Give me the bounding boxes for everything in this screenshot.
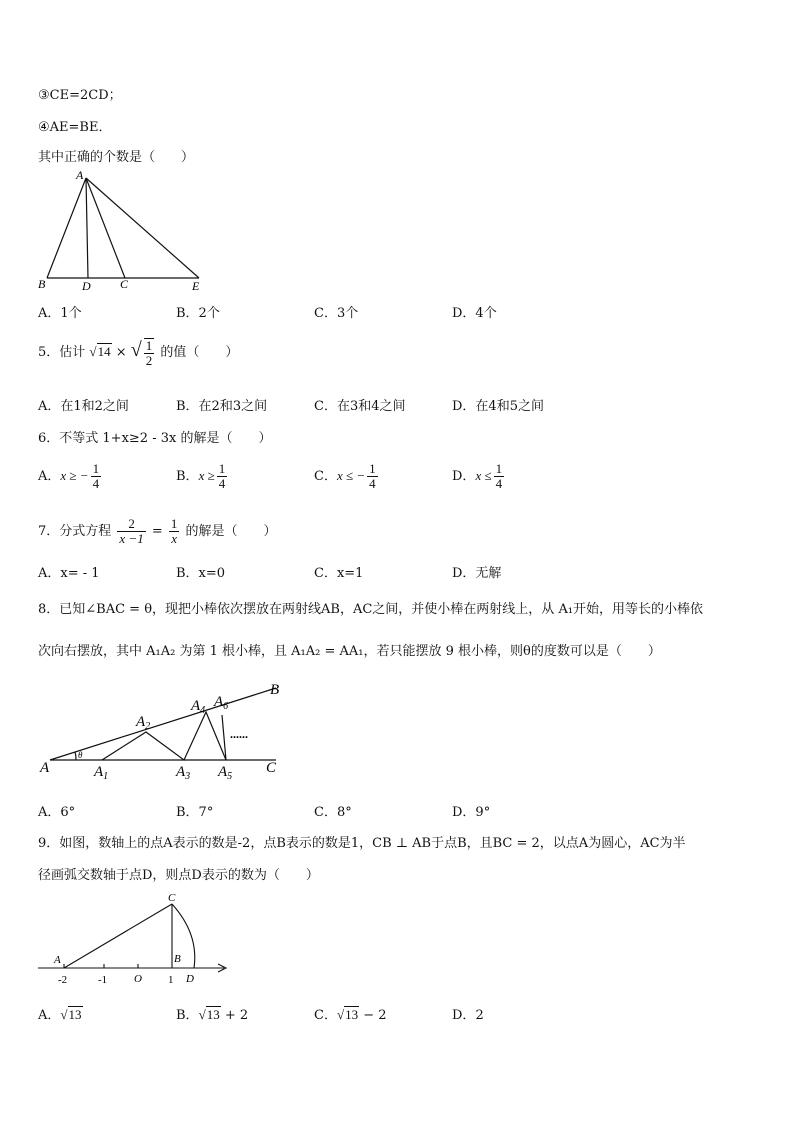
label-a: A: [54, 954, 61, 966]
q8-option-c[interactable]: C．8°: [314, 805, 352, 820]
q9-option-a-sqrt: √13: [60, 1007, 82, 1022]
label-a1: $A_1$: [94, 764, 109, 782]
label-a3: $A_3$: [176, 764, 191, 782]
label-a5: $A_5$: [218, 764, 233, 782]
q6-option-a-label: A．: [38, 469, 61, 484]
q9-option-a[interactable]: [38, 1004, 83, 1023]
q9-option-b[interactable]: B．√13 + 2: [176, 1007, 249, 1023]
q5-frac-num: 1: [145, 338, 153, 354]
q5-option-b[interactable]: B．在2和3之间: [176, 399, 268, 414]
q5-sqrt: √14: [89, 344, 111, 359]
q6-option-a-expr: x ≥ −: [60, 468, 89, 483]
q5-prefix: 5．估计: [38, 345, 86, 360]
q6-option-b-den: 4: [218, 476, 226, 491]
label-b: B: [38, 277, 46, 291]
q8-option-a[interactable]: A．6°: [38, 805, 76, 820]
label-c: C: [120, 277, 129, 291]
q9-option-d-label: D．: [452, 1008, 476, 1023]
label-b: B: [270, 682, 280, 698]
q6-option-d-expr: x ≤: [475, 468, 492, 483]
q7-prefix: 7．分式方程: [38, 524, 112, 539]
q5-stem: [38, 336, 238, 368]
label-a: A: [76, 168, 84, 182]
q7-option-a[interactable]: A．x= - 1: [38, 566, 100, 581]
q6-option-c-label: C．: [314, 469, 337, 484]
label-d: D: [186, 973, 194, 985]
q5-option-a[interactable]: A．在1和2之间: [38, 399, 129, 414]
label-e: E: [192, 279, 200, 293]
label-o: O: [134, 973, 142, 985]
tick-minus-1: -1: [98, 974, 108, 986]
label-a6: $A_6$: [214, 694, 229, 712]
q6-option-b-expr: x ≥: [198, 468, 215, 483]
q7-lhs-den: x −1: [119, 531, 144, 546]
label-a2: $A_2$: [136, 714, 151, 732]
q9-option-c-sqrt: √13: [336, 1007, 359, 1022]
q6-option-d-label: D．: [452, 469, 476, 484]
q4-statement-4: ④AE=BE．: [38, 120, 112, 135]
q6-option-d-den: 4: [495, 476, 503, 491]
q7-equals: =: [151, 524, 163, 539]
q6-option-a-den: 4: [92, 476, 100, 491]
label-a4: $A_4$: [191, 698, 206, 716]
q9-option-c-label: C．: [314, 1008, 337, 1023]
label-a: A: [40, 760, 50, 776]
q6-option-c-den: 4: [369, 476, 376, 491]
tick-minus-2: -2: [58, 974, 68, 986]
q7-rhs-den: x: [171, 531, 178, 546]
q9-option-d[interactable]: D．2: [452, 1008, 484, 1023]
q7-option-d[interactable]: D．无解: [452, 566, 502, 581]
q6-stem: 6．不等式 1+x≥2 - 3x 的解是（ ）: [38, 431, 272, 446]
q8-angle-figure: [36, 672, 296, 784]
q7-option-c[interactable]: C．x=1: [314, 566, 364, 581]
q5-option-d[interactable]: D．在4和5之间: [452, 399, 544, 414]
q7-lhs-num: 2: [117, 517, 145, 532]
label-dots: ......: [230, 727, 248, 741]
q8-stem-line2: 次向右摆放，其中 A₁A₂ 为第 1 根小棒，且 A₁A₂ = AA₁，若只能摆放 9 根小棒，则θ的度数可以是（ ）: [38, 644, 661, 659]
q4-statement-3: ③CE=2CD；: [38, 88, 122, 103]
q7-option-b[interactable]: B．x=0: [176, 566, 226, 581]
tick-1: 1: [168, 974, 174, 986]
q7-stem: [38, 514, 277, 550]
q9-option-b-sqrt: √13: [198, 1007, 220, 1022]
q6-option-c-expr: x ≤ −: [336, 468, 366, 483]
label-theta: θ: [78, 750, 83, 760]
q9-stem-line1: 9．如图，数轴上的点A表示的数是-2，点B表示的数是1，CB ⊥ AB于点B，且BC = 2，以点A为圆心，AC为半: [38, 836, 686, 851]
q8-stem-line1: 8．已知∠BAC = θ，现把小棒依次摆放在两射线AB，AC之间，并使小棒在两射线上，从 A₁开始，用等长的小棒依: [38, 602, 704, 617]
q6-option-c[interactable]: [314, 462, 380, 491]
label-b: B: [174, 953, 181, 965]
q6-option-b-label: B．: [176, 469, 199, 484]
q4-triangle-figure: [34, 166, 214, 294]
label-d: D: [82, 279, 91, 293]
q6-option-d[interactable]: [452, 462, 506, 491]
q9-number-line-figure: [34, 886, 234, 990]
q9-option-a-label: A．: [38, 1008, 61, 1023]
q6-option-b-num: 1: [218, 461, 226, 476]
q5-sqrt-frac: √ $\frac{1}{2}$: [130, 338, 153, 369]
q8-option-b[interactable]: B．7°: [176, 805, 214, 820]
q7-suffix: 的解是（ ）: [185, 524, 277, 539]
q9-option-b-label: B．: [176, 1008, 199, 1023]
q6-option-d-num: 1: [495, 461, 503, 476]
label-c: C: [168, 892, 176, 904]
q6-option-a-num: 1: [92, 461, 100, 476]
q6-option-c-num: 1: [369, 461, 376, 476]
q4-option-a[interactable]: A．1个: [38, 306, 82, 321]
q5-times: ×: [115, 345, 127, 360]
q5-sqrt-arg: 14: [97, 344, 111, 359]
q8-option-d[interactable]: D．9°: [452, 805, 491, 820]
label-c: C: [266, 760, 277, 776]
q6-option-a[interactable]: [38, 462, 103, 491]
q6-option-b[interactable]: [176, 462, 229, 491]
q9-option-c[interactable]: C．√13 − 2: [314, 1007, 387, 1023]
q5-frac-den: 2: [145, 353, 153, 369]
q7-rhs-num: 1: [170, 516, 178, 531]
q4-option-c[interactable]: C．3个: [314, 306, 359, 321]
q9-stem-line2: 径画弧交数轴于点D，则点D表示的数为（ ）: [38, 868, 319, 883]
q4-question: 其中正确的个数是（ ）: [38, 150, 195, 165]
q4-option-b[interactable]: B．2个: [176, 306, 220, 321]
q5-option-c[interactable]: C．在3和4之间: [314, 399, 406, 414]
q5-suffix: 的值（ ）: [160, 345, 239, 360]
q4-option-d[interactable]: D．4个: [452, 306, 497, 321]
